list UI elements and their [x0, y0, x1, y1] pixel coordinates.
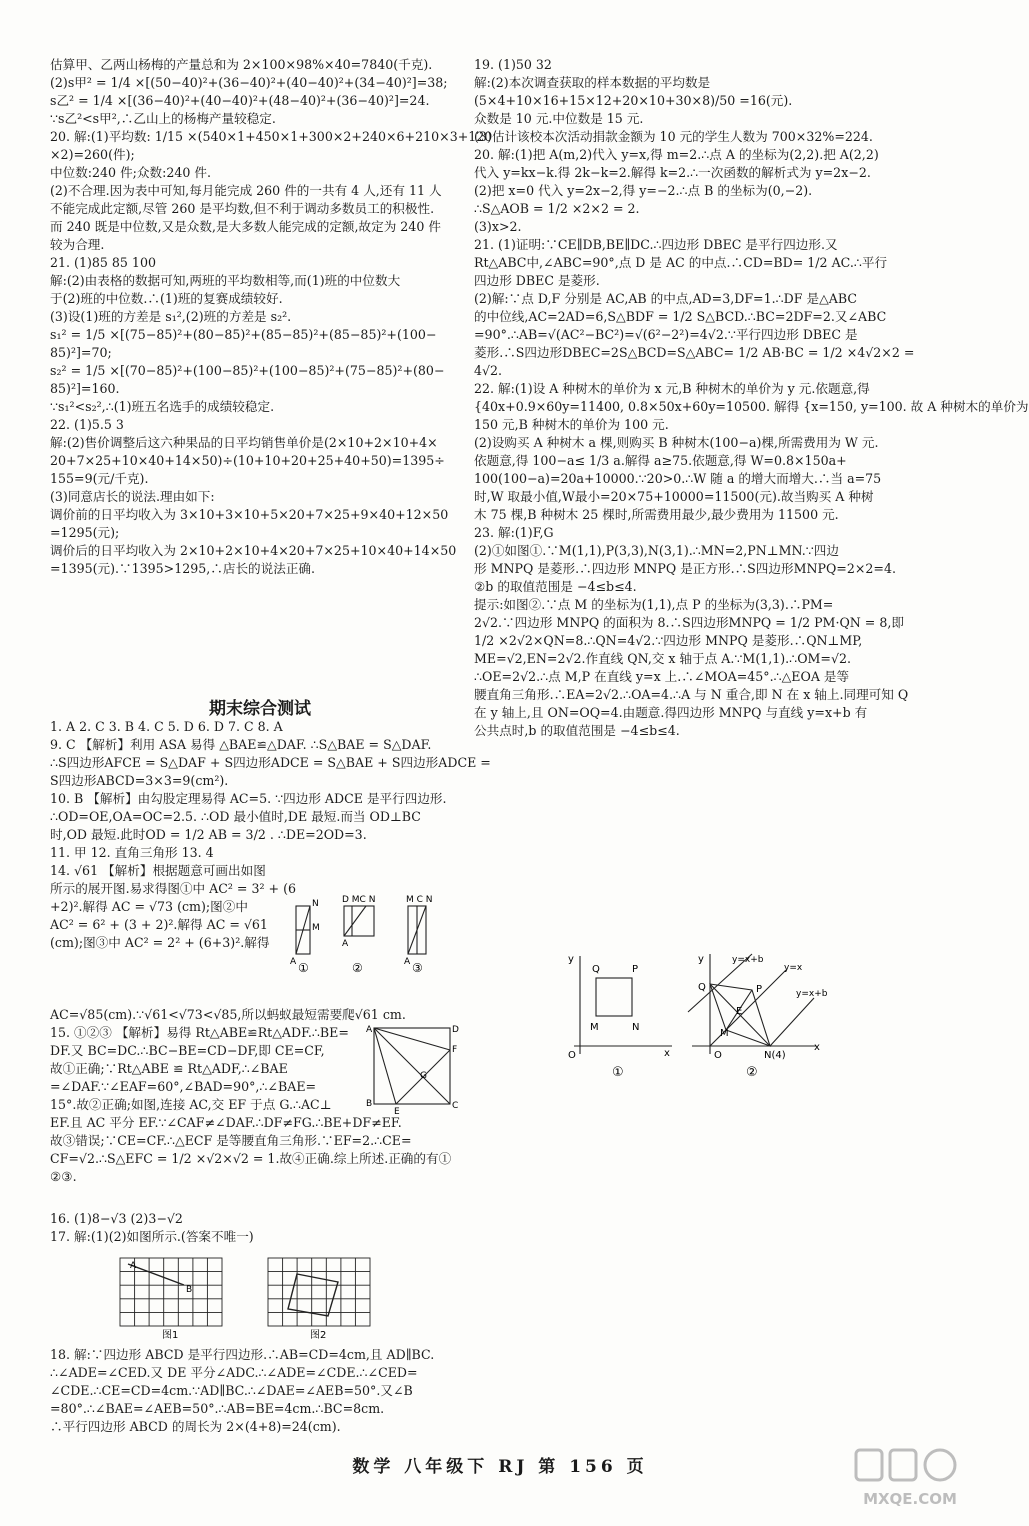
q14-line: +2)².解得 AC = √73 (cm);图②中 [50, 899, 248, 914]
fig-m2: M [720, 1028, 729, 1039]
right-line: 解:(2)本次调查获取的样本数据的平均数是 [474, 75, 711, 90]
fig-q2: Q [698, 982, 706, 993]
q14-line: 14. √61 【解析】根据题意可画出如图 [50, 863, 266, 878]
fig14-num-1: ① [298, 961, 309, 975]
left-top-line: 较为合理. [50, 237, 105, 252]
svg-text:A: A [130, 1261, 137, 1271]
q16-17-line: 16. (1)8−√3 (2)3−√2 [50, 1211, 183, 1226]
right-line: 代入 y=kx−k.得 2k−k=2.解得 k=2.∴一次函数的解析式为 y=2x−2. [474, 165, 871, 180]
q23-figures [560, 950, 910, 1080]
q15-line: 故①正确;∵Rt△ABE ≌ Rt△ADF,∴∠BAE [50, 1061, 288, 1076]
svg-text:G: G [420, 1071, 427, 1081]
right-line: 1/2 ×2√2×QN=8.∴QN=4√2.∵四边形 MNPQ 是菱形.∴QN⊥MP, [474, 633, 863, 648]
right-line: 21. (1)证明:∵CE∥DB,BE∥DC.∴四边形 DBEC 是平行四边形.又 [474, 237, 838, 252]
q18-block [50, 1346, 470, 1436]
right-line: (2)设购买 A 种树木 a 棵,则购买 B 种树木(100−a)棵,所需费用为 W 元. [474, 435, 879, 450]
svg-text:B: B [186, 1285, 193, 1295]
left-top-line: 而 240 既是中位数,又是众数,是大多数人能完成的定额,故定为 240 件 [50, 219, 441, 234]
svg-text:N: N [312, 899, 319, 909]
right-line: 在 y 轴上,且 ON=OQ=4.由题意.得四边形 MNPQ 与直线 y=x+b 有 [474, 705, 868, 720]
right-line: 依题意,得 100−a≤ 1/3 a.解得 a≥75.依题意,得 W=0.8×150a+ [474, 453, 847, 468]
left-top-line: ∵s乙²<s甲²,∴乙山上的杨梅产量较稳定. [50, 111, 276, 126]
right-line: 100(100−a)=20a+10000.∵20>0.∴W 随 a 的增大而增大.∴当 a=75 [474, 471, 882, 486]
left-top-line: =1395(元).∵1395>1295,∴店长的说法正确. [50, 561, 316, 576]
q14-block [50, 862, 300, 952]
q18-line: ∴∠ADE=∠CED.又 DE 平分∠ADC.∴∠ADE=∠CDE.∴∠CED= [50, 1365, 418, 1380]
left-top-line: 估算甲、乙两山杨梅的产量总和为 2×100×98%×40=7840(千克). [50, 57, 433, 72]
right-line: 木 75 棵,B 种树木 25 棵时,所需费用最少,最少费用为 11500 元. [474, 507, 839, 522]
q17-grid-figures [118, 1254, 378, 1340]
watermark-logo [850, 1446, 970, 1512]
fig-p2: P [756, 984, 763, 995]
right-line: ②b 的取值范围是 −4≤b≤4. [474, 579, 637, 594]
q15-line: CF=√2.∴S△EFC = 1/2 ×√2×√2 = 1.故④正确.综上所述.正确的有① [50, 1151, 452, 1166]
right-line: (2)把 x=0 代入 y=2x−2,得 y=−2.∴点 B 的坐标为(0,−2). [474, 183, 813, 198]
right-line: 19. (1)50 32 [474, 57, 552, 72]
left-top-line: s₂² = 1/5 ×[(70−85)²+(100−85)²+(100−85)²+(75−85)²+(80− [50, 363, 445, 378]
left-top-line: s₁² = 1/5 ×[(75−85)²+(80−85)²+(85−85)²+(85−85)²+(100− [50, 327, 437, 342]
fig-m1: M [590, 1022, 599, 1033]
fig-yxb-1: y=x+b [732, 955, 764, 965]
left-top-line: 调价前的日平均收入为 3×10+3×10+5×20+7×25+9×40+12×50 [50, 507, 449, 522]
left-bottom-block [50, 718, 491, 862]
right-line: (2)解:∵点 D,F 分别是 AC,AB 的中点,AD=3,DF=1.∴DF 是△ABC [474, 291, 857, 306]
right-line: (2)①如图①.∵M(1,1),P(3,3),N(3,1).∴MN=2,PN⊥MN.∵四边 [474, 543, 839, 558]
right-line: 4√2. [474, 363, 503, 378]
svg-text:D MC N: D MC N [342, 895, 376, 905]
left-top-line: (3)设(1)班的方差是 s₁²,(2)班的方差是 s₂². [50, 309, 292, 324]
left-column [50, 56, 493, 578]
fig-num-2: ② [746, 1065, 758, 1080]
q14-line: (cm);图③中 AC² = 2² + (6+3)².解得 [50, 935, 270, 950]
left-top-line: 20. 解:(1)平均数: 1/15 ×(540×1+450×1+300×2+240×6+210×3+120 [50, 129, 493, 144]
fig2-label: 图2 [310, 1330, 327, 1341]
right-line: =90°.∴AB=√(AC²−BC²)=√(6²−2²)=4√2.∵平行四边形 DBEC 是 [474, 327, 858, 342]
left-top-line: ∵s₁²<s₂²,∴(1)班五名选手的成绩较稳定. [50, 399, 275, 414]
left-top-line: 中位数:240 件;众数:240 件. [50, 165, 211, 180]
fig-yx: y=x [784, 963, 803, 973]
q16-17-line: 17. 解:(1)(2)如图所示.(答案不唯一) [50, 1229, 254, 1244]
q15-line: DF.又 BC=DC.∴BC−BE=CD−DF,即 CE=CF, [50, 1043, 325, 1058]
svg-text:M C N: M C N [406, 895, 433, 905]
q18-line: 18. 解:∵四边形 ABCD 是平行四边形.∴AB=CD=4cm,且 AD∥BC. [50, 1347, 435, 1362]
fig-x2: x [814, 1042, 820, 1053]
right-line: (3)估计该校本次活动捐款金额为 10 元的学生人数为 700×32%=224. [474, 129, 873, 144]
left-bottom-line: 1. A 2. C 3. B 4. C 5. D 6. D 7. C 8. A [50, 719, 283, 734]
right-line: ∴OE=2√2.∴点 M,P 在直线 y=x 上.∴∠MOA=45°.∴△EOA 是等 [474, 669, 850, 684]
right-line: 四边形 DBEC 是菱形. [474, 273, 600, 288]
left-top-line: (2)不合理.因为表中可知,每月能完成 260 件的一共有 4 人,还有 11 人 [50, 183, 442, 198]
left-bottom-line: 时,OD 最短.此时OD = 1/2 AB = 3/2 . ∴DE=2OD=3. [50, 827, 367, 842]
q18-line: =80°.∴∠BAE=∠AEB=50°.∴AB=BE=4cm.∴BC=8cm. [50, 1401, 385, 1416]
left-bottom-line: ∴S四边形AFCE = S△DAF + S四边形ADCE = S△BAE + S四边形ADCE = [50, 755, 491, 770]
right-line: 时,W 取最小值,W最小=20×75+10000=11500(元).故当购买 A 种树 [474, 489, 874, 504]
q15-line: ②③. [50, 1169, 77, 1184]
right-line: ME=√2,EN=2√2.作直线 QN,交 x 轴于点 A.∵M(1,1).∴OM=√2. [474, 651, 852, 666]
left-top-block [50, 56, 493, 578]
fig1-label: 图1 [162, 1330, 179, 1341]
svg-text:F: F [452, 1045, 458, 1055]
left-top-line: 85)²]=70; [50, 345, 112, 360]
svg-text:A: A [342, 939, 349, 949]
fig-o2: O [714, 1050, 722, 1061]
fig-n1: N [632, 1022, 640, 1033]
q15-line: 15. ①②③ 【解析】易得 Rt△ABE≌Rt△ADF.∴BE= [50, 1025, 349, 1040]
right-line: (3)x>2. [474, 219, 522, 234]
section-title: 期末综合测试 [209, 699, 311, 719]
q15-line: =∠DAF.∵∠EAF=60°,∠BAD=90°,∴∠BAE= [50, 1079, 317, 1094]
left-top-line: =1295(元); [50, 525, 120, 540]
svg-text:E: E [394, 1107, 400, 1117]
right-line: 23. 解:(1)F,G [474, 525, 554, 540]
right-line: (5×4+10×16+15×12+20×10+30×8)/50 =16(元). [474, 93, 793, 108]
fig-o1: O [568, 1050, 576, 1061]
fig-e2: E [736, 1006, 743, 1017]
q14-line: AC² = 6² + (3 + 2)².解得 AC = √61 [50, 917, 268, 932]
left-top-line: 解:(2)售价调整后这六种果品的日平均销售单价是(2×10+2×10+4× [50, 435, 438, 450]
svg-text:A: A [366, 1025, 373, 1035]
left-column-bottom [50, 718, 491, 862]
svg-text:M: M [312, 923, 320, 933]
fig14-num-2: ② [352, 961, 363, 975]
svg-text:A: A [290, 957, 297, 967]
left-top-line: 155=9(元/千克). [50, 471, 149, 486]
q18-line: ∴平行四边形 ABCD 的周长为 2×(4+8)=24(cm). [50, 1419, 341, 1434]
svg-text:D: D [452, 1025, 459, 1035]
watermark-text: MXQE.COM [863, 1490, 957, 1508]
left-top-line: 22. (1)5.5 3 [50, 417, 124, 432]
left-top-line: 21. (1)85 85 100 [50, 255, 156, 270]
left-top-line: s乙² = 1/4 ×[(36−40)²+(40−40)²+(48−40)²+(36−40)²]=24. [50, 93, 430, 108]
left-top-line: 解:(2)由表格的数据可知,两班的平均数相等,而(1)班的中位数大 [50, 273, 401, 288]
right-line: 腰直角三角形.∴EA=2√2.∴OA=4.∴A 与 N 重合,即 N 在 x 轴上.同理可知 Q [474, 687, 909, 702]
left-bottom-line: 10. B 【解析】由勾股定理易得 AC=5. ∵四边形 ADCE 是平行四边形. [50, 791, 447, 806]
fig-q1: Q [592, 964, 600, 975]
svg-text:C: C [452, 1101, 459, 1111]
q15-line: 故③错误;∵CE=CF.∴△ECF 是等腰直角三角形.∵EF=2.∴CE= [50, 1133, 412, 1148]
svg-text:B: B [366, 1099, 373, 1109]
right-line: {40x+0.9×60y=11400, 0.8×50x+60y=10500. 解得 {x=150, y=100. 故 A 种树木的单价为 [474, 399, 1029, 414]
left-bottom-line: ∴OD=OE,OA=OC=2.5. ∴OD 最小值时,DE 最短.而当 OD⊥BC [50, 809, 421, 824]
right-line: 菱形.∴S四边形DBEC=2S△BCD=S△ABC= 1/2 AB·BC = 1/2 ×4√2×2 = [474, 345, 915, 360]
right-line: ∴S△AOB = 1/2 ×2×2 = 2. [474, 201, 640, 216]
right-column [474, 56, 1029, 740]
fig-y1: y [568, 954, 574, 965]
q14-figures [286, 892, 456, 975]
q15-square-figure [364, 1022, 464, 1117]
fig-y2: y [698, 954, 704, 965]
left-bottom-line: 9. C 【解析】利用 ASA 易得 △BAE≌△DAF. ∴S△BAE = S△DAF. [50, 737, 432, 752]
svg-text:A: A [404, 957, 411, 967]
right-line: 22. 解:(1)设 A 种树木的单价为 x 元,B 种树木的单价为 y 元.依题意,得 [474, 381, 870, 396]
right-line: 公共点时,b 的取值范围是 −4≤b≤4. [474, 723, 680, 738]
fig-p1: P [632, 964, 639, 975]
fig-num-1: ① [612, 1065, 624, 1080]
right-line: 的中位线,AC=2AD=6,S△BDF = 1/2 S△BCD.∴BC=2DF=2.又∠ABC [474, 309, 887, 324]
left-top-line: 20+7×25+10×40+14×50)÷(10+10+20+25+40+50)=1395÷ [50, 453, 445, 468]
right-line: 20. 解:(1)把 A(m,2)代入 y=x,得 m=2.∴点 A 的坐标为(2,2).把 A(2,2) [474, 147, 879, 162]
left-bottom-line: 11. 甲 12. 直角三角形 13. 4 [50, 845, 214, 860]
right-line: 形 MNPQ 是菱形.∴四边形 MNPQ 是正方形.∴S四边形MNPQ=2×2=4. [474, 561, 896, 576]
fig-n4: N(4) [764, 1050, 786, 1061]
fig-yxb-2: y=x+b [796, 989, 828, 999]
left-top-line: 于(2)班的中位数.∴(1)班的复赛成绩较好. [50, 291, 283, 306]
fig-x1: x [664, 1048, 670, 1059]
right-line: Rt△ABC中,∠ABC=90°,点 D 是 AC 的中点.∴CD=BD= 1/2 AC.∴平行 [474, 255, 888, 270]
right-line: 众数是 10 元.中位数是 15 元. [474, 111, 644, 126]
left-top-line: ×2)=260(件); [50, 147, 135, 162]
q15-line: EF.且 AC 平分 EF.∵∠CAF≠∠DAF.∴DF≠FG.∴BE+DF≠EF. [50, 1115, 402, 1130]
left-top-line: 85)²]=160. [50, 381, 120, 396]
left-top-line: (3)同意店长的说法.理由如下: [50, 489, 215, 504]
q16-17-block [50, 1210, 470, 1246]
left-top-line: 调价后的日平均收入为 2×10+2×10+4×20+7×25+10×40+14×50 [50, 543, 457, 558]
right-line: 150 元,B 种树木的单价为 100 元. [474, 417, 669, 432]
left-top-line: (2)s甲² = 1/4 ×[(50−40)²+(36−40)²+(40−40)²+(34−40)²]=38; [50, 75, 448, 90]
right-line: 提示:如图②.∵点 M 的坐标为(1,1),点 P 的坐标为(3,3).∴PM= [474, 597, 834, 612]
left-bottom-line: S四边形ABCD=3×3=9(cm²). [50, 773, 229, 788]
q15-line: 15°.故②正确;如图,连接 AC,交 EF 于点 G.∴AC⊥ [50, 1097, 332, 1112]
q18-line: ∠CDE.∴CE=CD=4cm.∵AD∥BC.∴∠DAE=∠AEB=50°.又∠B [50, 1383, 413, 1398]
q14-last: AC=√85(cm).∵√61<√73<√85,所以蚂蚁最短需要爬√61 cm. [50, 1007, 406, 1022]
q14-line: 所示的展开图.易求得图①中 AC² = 3² + (6 [50, 881, 297, 896]
left-top-line: 不能完成此定额,尽管 260 是平均数,但不利于调动多数员工的积极性. [50, 201, 435, 216]
fig14-num-3: ③ [412, 961, 423, 975]
right-line: 2√2.∵四边形 MNPQ 的面积为 8.∴S四边形MNPQ = 1/2 PM·QN = 8,即 [474, 615, 904, 630]
page-footer: 数学 八年级下 RJ 第 156 页 [352, 1457, 648, 1477]
